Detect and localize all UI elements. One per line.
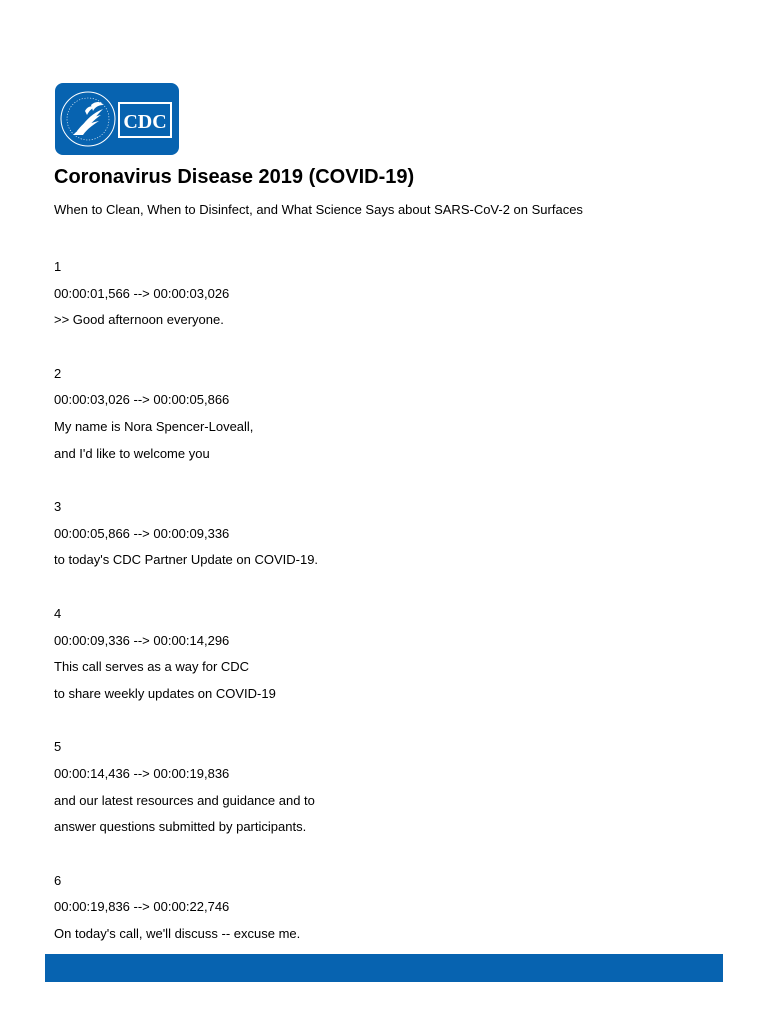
caption-cue [54,734,714,840]
caption-index: 6 [54,872,62,888]
caption-timestamp: 00:00:09,336 --> 00:00:14,296 [54,632,230,648]
caption-text-line: and I'd like to welcome you [54,445,210,461]
caption-text-line: >> Good afternoon everyone. [54,312,224,328]
caption-cue [54,601,714,707]
caption-timestamp: 00:00:01,566 --> 00:00:03,026 [54,285,230,301]
footer-bar [45,954,723,982]
caption-text-line: and our latest resources and guidance and to [54,792,315,808]
caption-cue [54,868,714,948]
page-subtitle: When to Clean, When to Disinfect, and What Science Says about SARS-CoV-2 on Surfaces [54,202,583,217]
caption-text-line: On today's call, we'll discuss -- excuse me. [54,925,301,941]
caption-list [54,254,714,974]
caption-timestamp: 00:00:14,436 --> 00:00:19,836 [54,765,230,781]
caption-timestamp: 00:00:05,866 --> 00:00:09,336 [54,525,230,541]
caption-index: 5 [54,739,62,755]
caption-index: 4 [54,605,62,621]
caption-cue [54,494,714,574]
cdc-logo-text: CDC [123,111,167,133]
caption-text-line: This call serves as a way for CDC [54,659,250,675]
caption-text-line: My name is Nora Spencer-Loveall, [54,418,254,434]
caption-text-line: to today's CDC Partner Update on COVID-19. [54,552,319,568]
caption-text-line: answer questions submitted by participants. [54,819,307,835]
caption-index: 2 [54,365,62,381]
caption-index: 3 [54,499,62,515]
page-title: Coronavirus Disease 2019 (COVID-19) [54,166,415,188]
caption-index: 1 [54,259,62,274]
caption-timestamp: 00:00:19,836 --> 00:00:22,746 [54,899,230,915]
caption-cue [54,361,714,467]
caption-timestamp: 00:00:03,026 --> 00:00:05,866 [54,392,230,408]
caption-text-line: to share weekly updates on COVID-19 [54,685,276,701]
caption-cue [54,254,714,334]
cdc-logo [55,83,179,155]
